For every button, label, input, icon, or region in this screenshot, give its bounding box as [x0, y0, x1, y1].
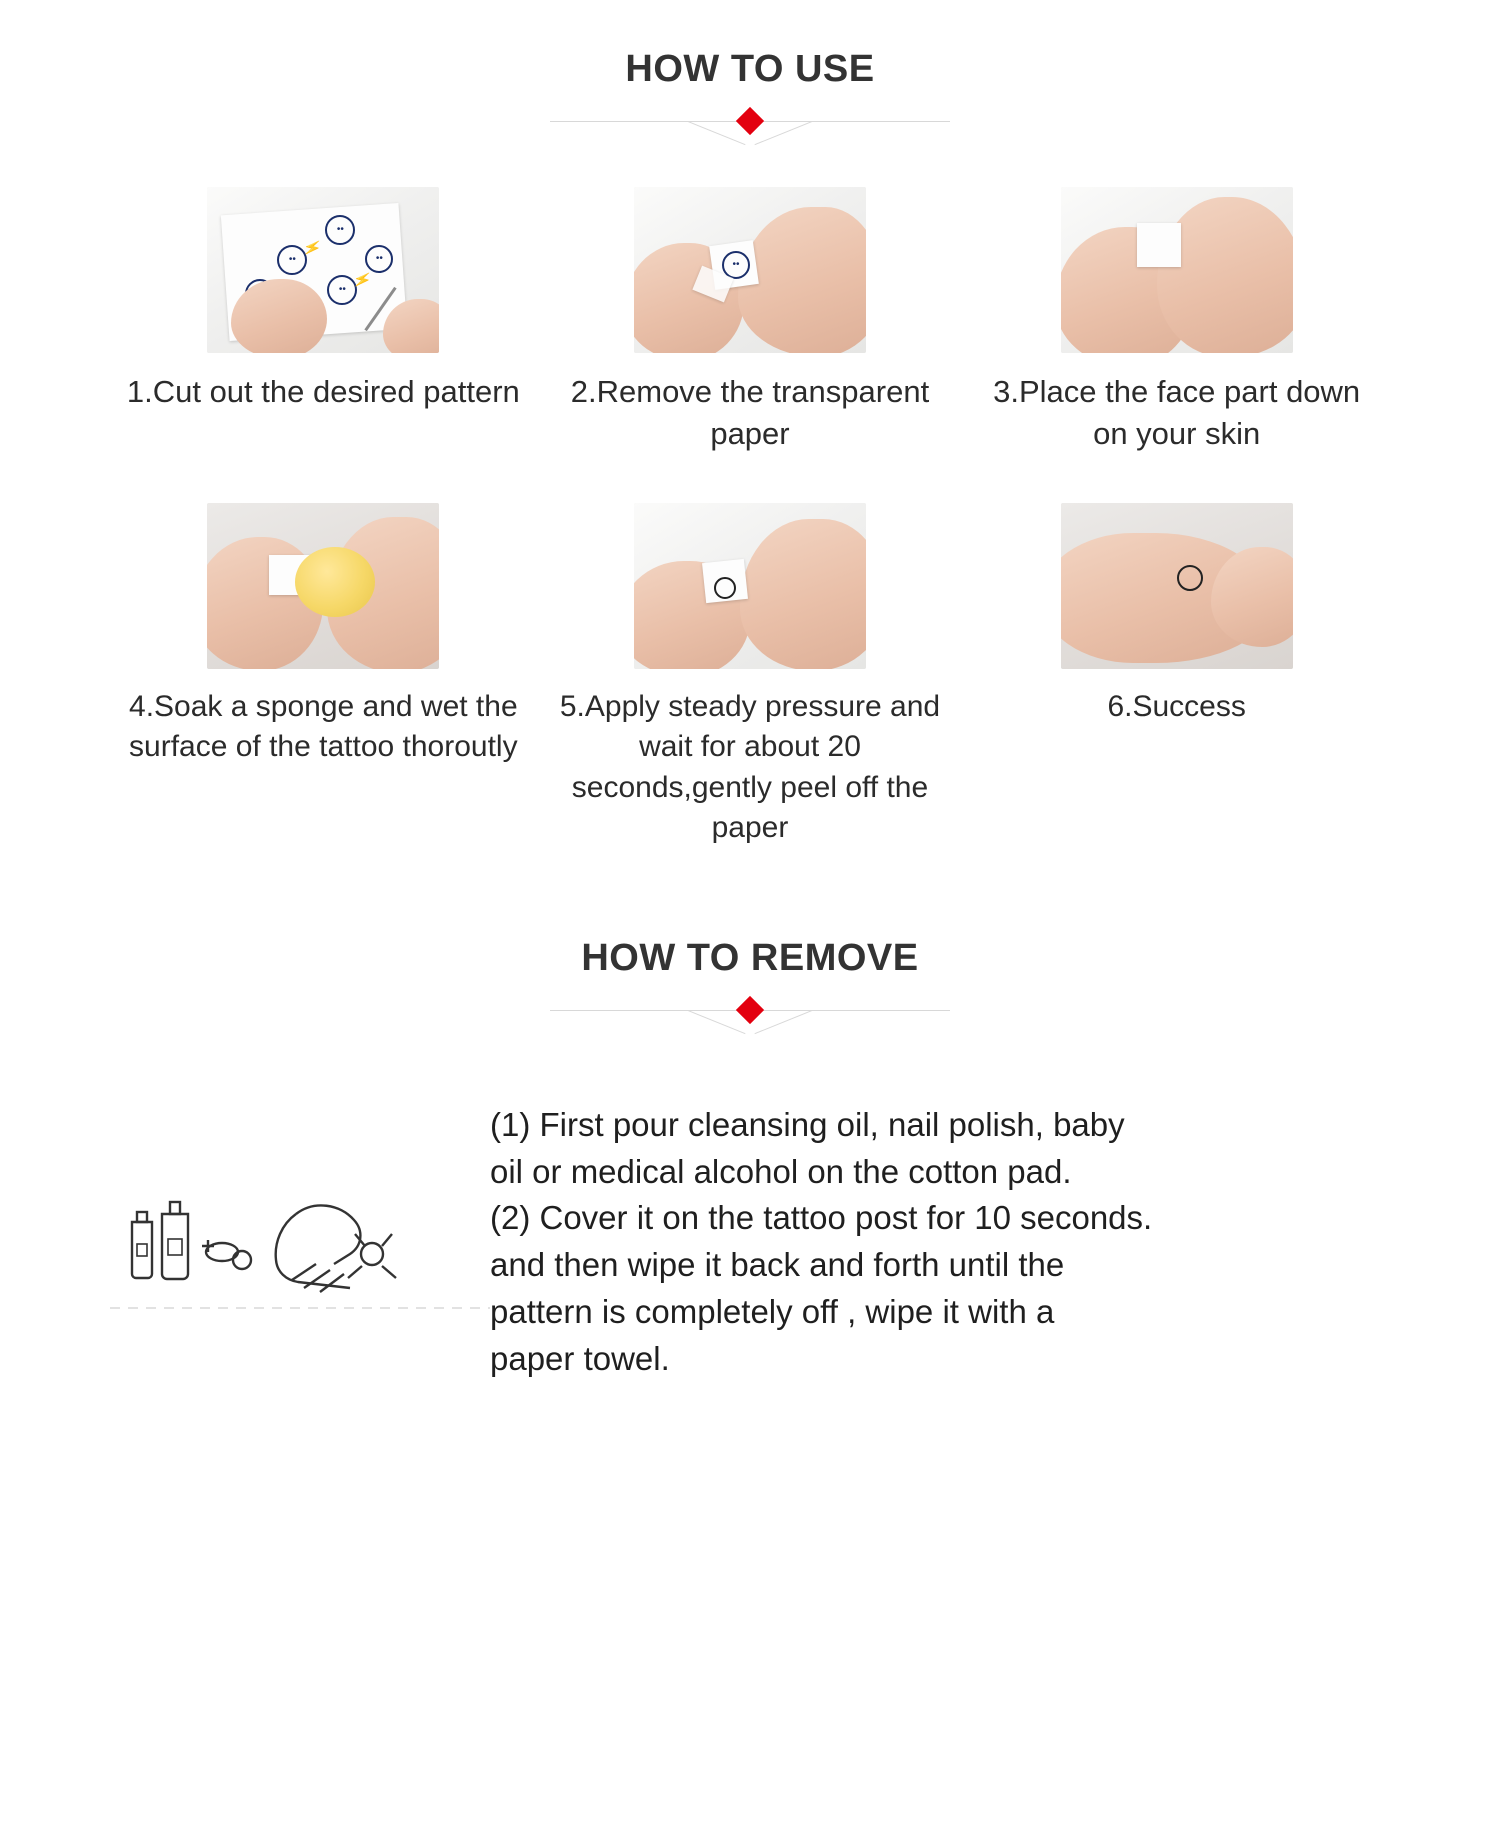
remove-line: oil or medical alcohol on the cotton pad.: [490, 1152, 1072, 1190]
step-caption: 3.Place the face part down on your skin: [993, 374, 1361, 451]
lightning-bolt-icon: ⚡: [351, 269, 374, 292]
remove-line: (1) First pour cleansing oil, nail polish, baby: [490, 1105, 1125, 1143]
step-3-photo: [1061, 187, 1293, 353]
smiley-icon: ••: [722, 251, 750, 279]
step-item: [110, 187, 537, 455]
step-item: [963, 187, 1390, 455]
step-caption: 4.Soak a sponge and wet the surface of the tattoo thoroutly: [129, 689, 518, 764]
step-2-photo: [634, 187, 866, 353]
smiley-tattoo-icon: [1177, 565, 1203, 591]
hand-icon: [1157, 197, 1293, 353]
remove-instructions-text: [490, 1094, 1390, 1383]
remove-instructions-block: [110, 1094, 1390, 1383]
smiley-icon: ••: [277, 245, 307, 275]
step-5-photo: [634, 503, 866, 669]
remove-line: and then wipe it back and forth until the: [490, 1246, 1065, 1284]
step-item: [537, 187, 964, 455]
remove-line: paper towel.: [490, 1339, 670, 1377]
remove-illustration-svg: [110, 1094, 490, 1334]
remove-line: pattern is completely off , wipe it with a: [490, 1293, 1055, 1331]
step-4-photo: [207, 503, 439, 669]
lightning-bolt-icon: ⚡: [301, 237, 324, 260]
title-divider-remove: [550, 994, 950, 1036]
step-caption: 6.Success: [1107, 689, 1246, 723]
step-item: [963, 503, 1390, 849]
how-to-use-title: HOW TO USE: [625, 48, 875, 90]
smiley-icon: ••: [365, 245, 393, 273]
step-item: [537, 503, 964, 849]
step-caption: 5.Apply steady pressure and wait for about 20 seconds,gently peel off the paper: [559, 689, 941, 845]
smiley-icon: ••: [327, 275, 357, 305]
title-divider-use: [550, 105, 950, 147]
smiley-icon: ••: [325, 215, 355, 245]
instruction-page: [110, 0, 1390, 1383]
steps-grid-row-2: [110, 503, 1390, 849]
sponge-icon: [295, 547, 375, 617]
step-1-photo: [207, 187, 439, 353]
remove-line: (2) Cover it on the tattoo post for 10 seconds.: [490, 1199, 1153, 1237]
step-caption: 2.Remove the transparent paper: [570, 374, 930, 451]
steps-grid-row-1: [110, 187, 1390, 455]
hand-icon: [231, 279, 327, 353]
smiley-icon: [714, 577, 736, 599]
remove-illustration: [110, 1094, 490, 1334]
tattoo-piece-icon: [1137, 223, 1181, 267]
step-caption: 1.Cut out the desired pattern: [126, 374, 520, 409]
step-item: [110, 503, 537, 849]
step-6-photo: [1061, 503, 1293, 669]
how-to-remove-title: HOW TO REMOVE: [581, 936, 919, 979]
